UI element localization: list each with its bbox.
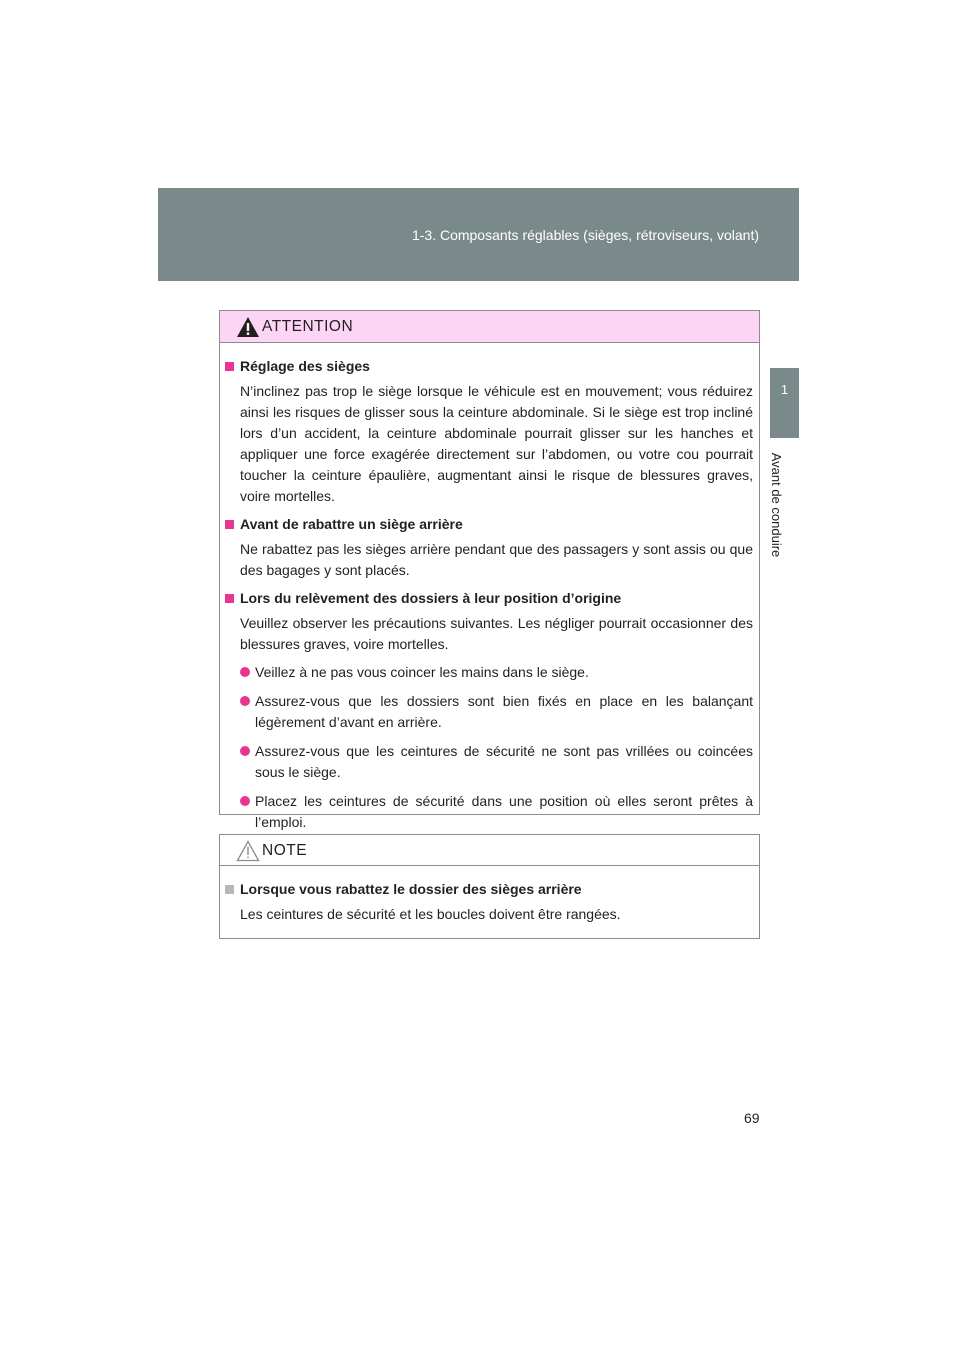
list-item-text: Assurez-vous que les ceintures de sécurité ne sont pas vrillées ou coincées sous le siège. (255, 743, 753, 780)
list-item (240, 662, 753, 683)
round-bullet-icon (240, 696, 250, 706)
note-section-text: Les ceintures de sécurité et les boucles doivent être rangées. (240, 906, 621, 922)
chapter-number: 1 (780, 382, 789, 397)
warning-triangle-icon (236, 316, 260, 338)
list-item-text: Veillez à ne pas vous coincer les mains dans le siège. (255, 664, 589, 680)
heading-text: Lors du relèvement des dossiers à leur position d’origine (240, 590, 622, 606)
note-body (220, 866, 759, 925)
attention-section-heading (224, 514, 753, 535)
page-number: 69 (744, 1110, 760, 1126)
attention-section-text: Veuillez observer les précautions suivantes. Les négliger pourrait occasionner des blessures graves, voire mortelles. (240, 615, 753, 652)
section-title: 1-3. Composants réglables (sièges, rétroviseurs, volant) (411, 227, 759, 243)
heading-text: Avant de rabattre un siège arrière (240, 516, 463, 532)
heading-text: Réglage des sièges (240, 358, 370, 374)
attention-section-heading (224, 588, 753, 609)
attention-label: ATTENTION (262, 318, 354, 335)
square-bullet-icon (225, 885, 234, 894)
chapter-side-label: Avant de conduire (769, 452, 784, 558)
square-bullet-icon (225, 594, 234, 603)
note-header (220, 835, 759, 866)
round-bullet-icon (240, 796, 250, 806)
chapter-number-tab (770, 368, 799, 438)
attention-body (220, 343, 759, 833)
round-bullet-icon (240, 667, 250, 677)
attention-header (220, 311, 759, 343)
list-item-text: Assurez-vous que les dossiers sont bien fixés en place en les balançant légèrement d’avant en arrière. (255, 693, 753, 730)
note-section-heading (224, 879, 753, 900)
note-label: NOTE (262, 842, 308, 859)
heading-text: Lorsque vous rabattez le dossier des sièges arrière (240, 881, 582, 897)
square-bullet-icon (225, 520, 234, 529)
attention-box (219, 310, 760, 830)
list-item (240, 741, 753, 783)
attention-section-text: Ne rabattez pas les sièges arrière pendant que des passagers y sont assis ou que des bagages y sont placés. (240, 541, 753, 578)
square-bullet-icon (225, 362, 234, 371)
list-item (240, 691, 753, 733)
caution-triangle-outline-icon (236, 840, 260, 862)
attention-section-text: N’inclinez pas trop le siège lorsque le véhicule est en mouvement; vous réduirez ainsi les risques de glisser sous la ceinture abdominale. Si le siège est trop incliné lors d’un accident, la ceinture abdominale pourrait glisser sur les hanches et appliquer une force exagérée directement sur l’abdomen, ou votre cou pourrait toucher la ceinture épaulière, augmentant ainsi le risque de blessures graves, voire mortelles. (240, 383, 753, 504)
note-box (219, 834, 760, 939)
list-item-text: Placez les ceintures de sécurité dans une position où elles seront prêtes à l’emploi. (255, 793, 753, 830)
list-item (240, 791, 753, 833)
attention-section-heading (224, 356, 753, 377)
chapter-header-band (158, 188, 799, 281)
round-bullet-icon (240, 746, 250, 756)
